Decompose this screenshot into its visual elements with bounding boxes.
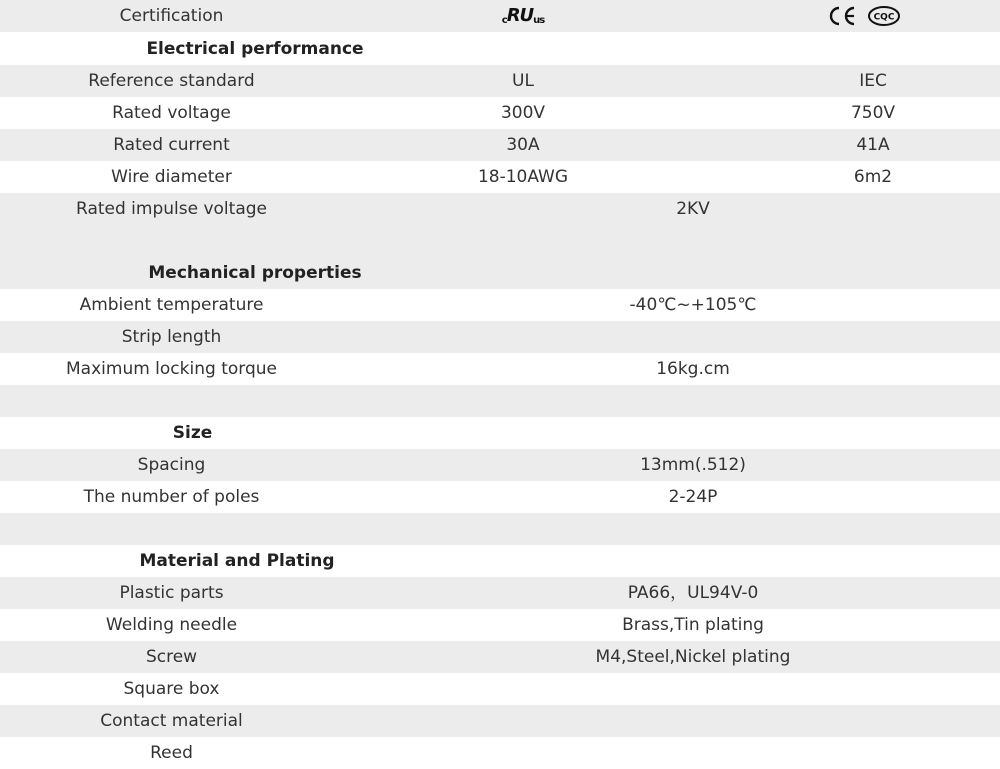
row-label: Rated voltage (112, 103, 231, 123)
iec-value: IEC (859, 71, 887, 91)
table-row (0, 193, 1000, 225)
table-row (0, 641, 1000, 673)
iec-value: 41A (856, 135, 890, 155)
row-label: Contact material (100, 711, 243, 731)
table-row (0, 449, 1000, 481)
row-value (343, 705, 1000, 737)
table-row (0, 97, 1000, 129)
mechanical-section (0, 257, 1000, 289)
row-label: Wire diameter (111, 167, 232, 187)
ul-value: 300V (500, 103, 546, 123)
row-label: Strip length (121, 327, 222, 347)
mechanical-heading: Mechanical properties (148, 263, 362, 283)
size-heading: Size (172, 423, 213, 443)
table-row (0, 737, 1000, 766)
table-row (0, 577, 1000, 609)
row-label: Maximum locking torque (66, 359, 277, 379)
row-value: M4,Steel,Nickel plating (595, 647, 791, 667)
table-row (0, 129, 1000, 161)
row-value (343, 737, 1000, 769)
row-value: 2KV (676, 199, 710, 219)
iec-value: 6m2 (853, 167, 893, 187)
row-label: Rated impulse voltage (76, 199, 267, 219)
row-label: Reference standard (88, 71, 255, 91)
certification-label: Certification (119, 6, 224, 26)
spacer-row (0, 513, 1000, 545)
table-row (0, 609, 1000, 641)
cul-us-logo: cRUus (501, 5, 545, 26)
row-value: -40℃~+105℃ (629, 295, 757, 315)
spacer-row (0, 225, 1000, 257)
iec-value: 750V (850, 103, 896, 123)
table-row (0, 289, 1000, 321)
ul-value: UL (512, 71, 534, 91)
row-label: Square box (123, 679, 220, 699)
row-value (343, 321, 1000, 353)
electrical-heading: Electrical performance (146, 39, 364, 59)
certification-row (0, 0, 1000, 32)
ul-value: 30A (506, 135, 540, 155)
svg-text:CQC: CQC (873, 12, 895, 23)
row-label: Ambient temperature (79, 295, 264, 315)
ce-cqc-logo (825, 4, 905, 28)
ul-value: 18-10AWG (477, 167, 569, 187)
table-row (0, 321, 1000, 353)
electrical-section (0, 33, 1000, 65)
row-value: 16kg.cm (656, 359, 730, 379)
row-value: PA66，UL94V-0 (627, 583, 759, 603)
ul-certification-mark (343, 0, 703, 32)
row-value: Brass,Tin plating (622, 615, 764, 635)
row-value (343, 673, 1000, 705)
row-label: Plastic parts (119, 583, 224, 603)
iec-certification-marks (703, 0, 1000, 32)
size-section (0, 417, 1000, 449)
table-row (0, 705, 1000, 737)
row-label: Rated current (113, 135, 230, 155)
row-value: 13mm(.512) (640, 455, 746, 475)
row-label: The number of poles (83, 487, 260, 507)
row-value: 2-24P (668, 487, 718, 507)
table-row (0, 673, 1000, 705)
row-label: Spacing (137, 455, 206, 475)
material-section (0, 545, 1000, 577)
table-row (0, 65, 1000, 97)
table-row (0, 481, 1000, 513)
table-row (0, 353, 1000, 385)
row-label: Welding needle (105, 615, 238, 635)
material-heading: Material and Plating (139, 551, 335, 571)
row-label: Screw (145, 647, 198, 667)
spacer-row (0, 385, 1000, 417)
row-label: Reed (150, 743, 193, 763)
table-row (0, 161, 1000, 193)
